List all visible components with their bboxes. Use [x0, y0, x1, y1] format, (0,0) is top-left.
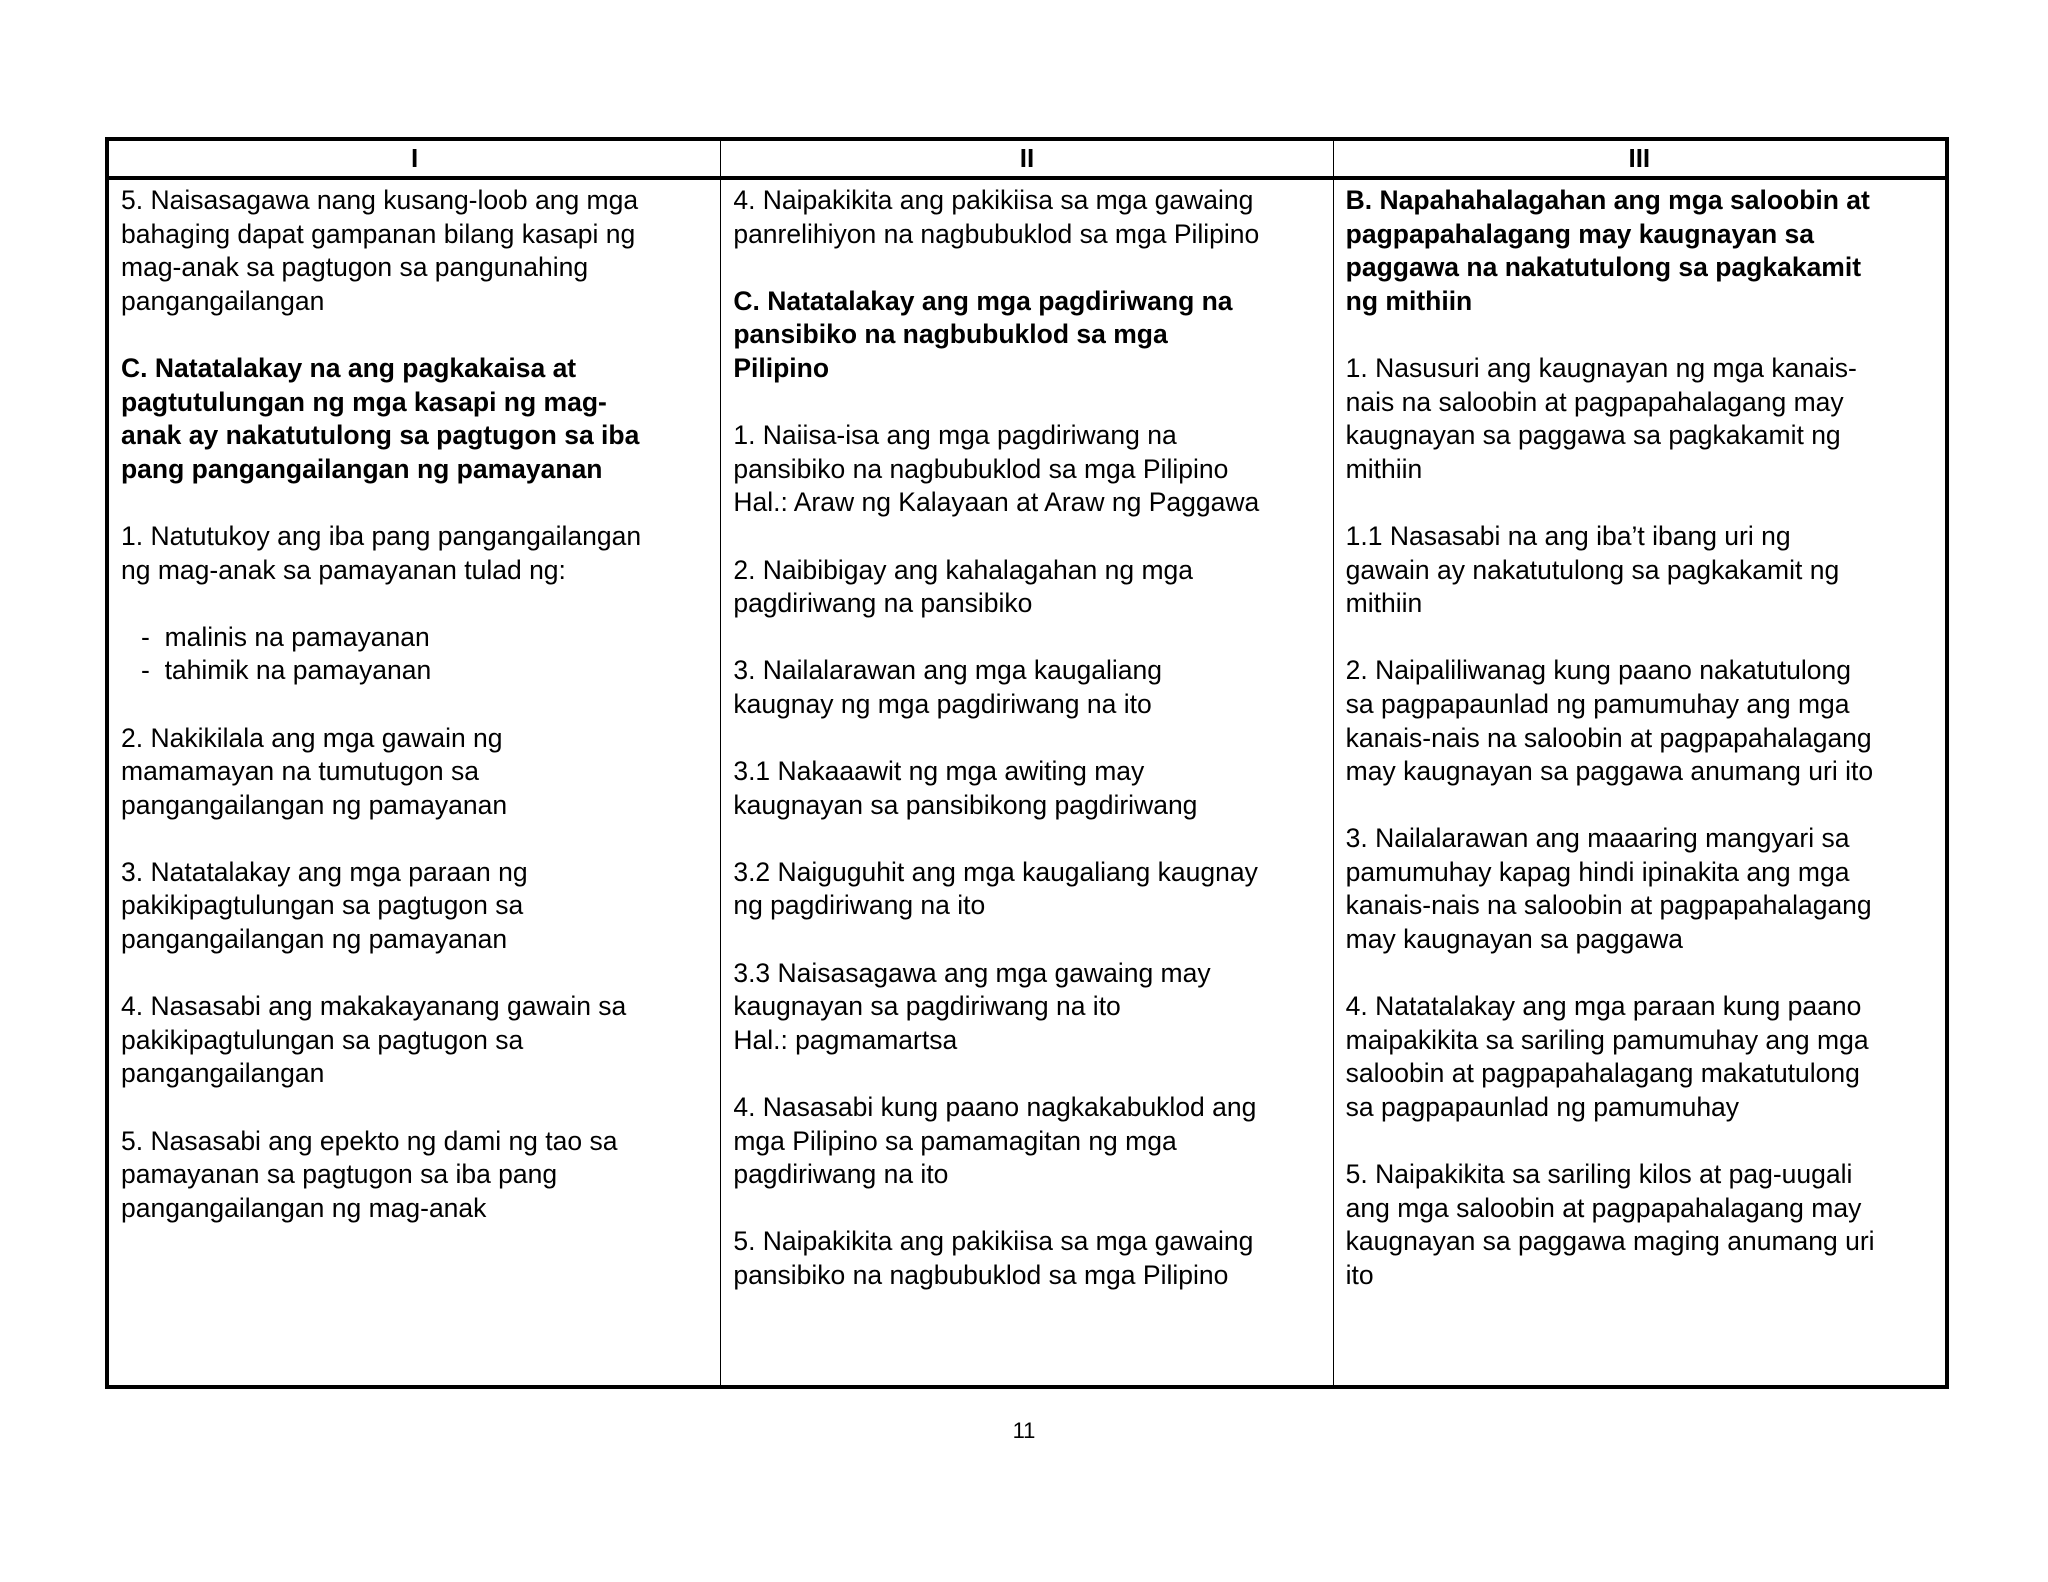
col3-b-item-4: 4. Natatalakay ang mga paraan kung paano maipakikita sa sariling pamumuhay ang mga saloobin at pagpapahalagang makatutulong sa pagpapaunlad ng pamumuhay: [1345, 991, 1869, 1123]
table-header-row: [109, 141, 1945, 180]
table-body-row: [109, 180, 1945, 1385]
col1-item-5: 5. Naisasagawa nang kusang-loob ang mga bahaging dapat gampanan bilang kasapi ng mag-anak sa pagtugon sa pangunahing pangangailangan: [121, 185, 639, 316]
col2-c-item-2: 2. Naibibigay ang kahalagahan ng mga pagdiriwang na pansibiko: [733, 554, 1194, 619]
col2-c-item-4: 4. Nasasabi kung paano nagkakabuklod ang mga Pilipino sa pamamagitan ng mga pagdiriwang na ito: [733, 1092, 1257, 1190]
list-item: - tahimik na pamayanan: [121, 654, 708, 688]
column-i-cell: [109, 180, 720, 1385]
page-number: 11: [1012, 1418, 1036, 1443]
col1-c-item-4: 4. Nasasabi ang makakayanang gawain sa pakikipagtulungan sa pagtugon sa pangangailangan: [121, 991, 627, 1089]
col2-section-c-heading: C. Natatalakay ang mga pagdiriwang na pansibiko na nagbubuklod sa mga Pilipino: [733, 285, 1233, 383]
col2-c-item-5: 5. Naipakikita ang pakikiisa sa mga gawaing pansibiko na nagbubuklod sa mga Pilipino: [733, 1226, 1254, 1290]
col1-c-item-3: 3. Natatalakay ang mga paraan ng pakikipagtulungan sa pagtugon sa pangangailangan ng pamayanan: [121, 856, 528, 955]
col3-b-item-1: 1. Nasusuri ang kaugnayan ng mga kanais- nais na saloobin at pagpapahalagang may kaugnayan sa paggawa sa pagkakamit ng mithiin: [1345, 352, 1857, 484]
column-header-ii: II: [720, 141, 1332, 176]
col1-c-item-2: 2. Nakikilala ang mga gawain ng mamamayan na tumutugon sa pangangailangan ng pamayanan: [121, 722, 508, 820]
list-item: - malinis na pamayanan: [121, 621, 708, 655]
col3-section-b-heading: B. Napahahalagahan ang mga saloobin at pagpapahalagang may kaugnayan sa paggawa na nakatutulong sa pagkakamit ng mithiin: [1345, 185, 1870, 316]
col2-item-4: 4. Naipakikita ang pakikiisa sa mga gawaing panrelihiyon na nagbubuklod sa mga Pilipino: [733, 185, 1260, 249]
column-ii-cell: [720, 180, 1332, 1385]
column-iii-cell: [1333, 180, 1945, 1385]
col2-c-item-3: 3. Nailalarawan ang mga kaugaliang kaugnay ng mga pagdiriwang na ito: [733, 655, 1163, 719]
col1-c1-bullet-list: [121, 621, 708, 688]
col1-c-item-5: 5. Nasasabi ang epekto ng dami ng tao sa pamayanan sa pagtugon sa iba pang pangangailangan ng mag-anak: [121, 1125, 618, 1223]
col1-c-item-1: 1. Natutukoy ang iba pang pangangailangan ng mag-anak sa pamayanan tulad ng:: [121, 520, 642, 585]
col3-b-item-3: 3. Nailalarawan ang maaaring mangyari sa pamumuhay kapag hindi ipinakita ang mga kanais-nais na saloobin at pagpapahalagang may kaugnayan sa paggawa: [1345, 823, 1872, 955]
col3-b-item-5: 5. Naipakikita sa sariling kilos at pag-uugali ang mga saloobin at pagpapahalagang may kaugnayan sa paggawa maging anumang uri ito: [1345, 1159, 1875, 1290]
col2-c-item-3-1: 3.1 Nakaaawit ng mga awiting may kaugnayan sa pansibikong pagdiriwang: [733, 756, 1198, 820]
col3-b-item-2: 2. Naipaliliwanag kung paano nakatutulong sa pagpapaunlad ng pamumuhay ang mga kanais-nais na saloobin at pagpapahalagang may kaugnayan sa paggawa anumang uri ito: [1345, 655, 1874, 787]
col3-b-item-1-1: 1.1 Nasasabi na ang iba’t ibang uri ng gawain ay nakatutulong sa pagkakamit ng mithiin: [1345, 520, 1840, 619]
column-header-i: I: [411, 143, 419, 173]
col2-c-item-1: 1. Naiisa-isa ang mga pagdiriwang na pansibiko na nagbubuklod sa mga Pilipino Hal.: Araw ng Kalayaan at Araw ng Paggawa: [733, 420, 1260, 518]
col1-section-c-heading: C. Natatalakay na ang pagkakaisa at pagtutulungan ng mga kasapi ng mag- anak ay nakatutulong sa pagtugon sa iba pang pangangailangan ng pamayanan: [121, 352, 640, 484]
curriculum-table: [105, 137, 1949, 1389]
col2-c-item-3-3: 3.3 Naisasagawa ang mga gawaing may kaugnayan sa pagdiriwang na ito Hal.: pagmamartsa: [733, 957, 1211, 1055]
col2-c-item-3-2: 3.2 Naiguguhit ang mga kaugaliang kaugnay ng pagdiriwang na ito: [733, 856, 1258, 921]
column-header-iii: III: [1333, 141, 1945, 176]
